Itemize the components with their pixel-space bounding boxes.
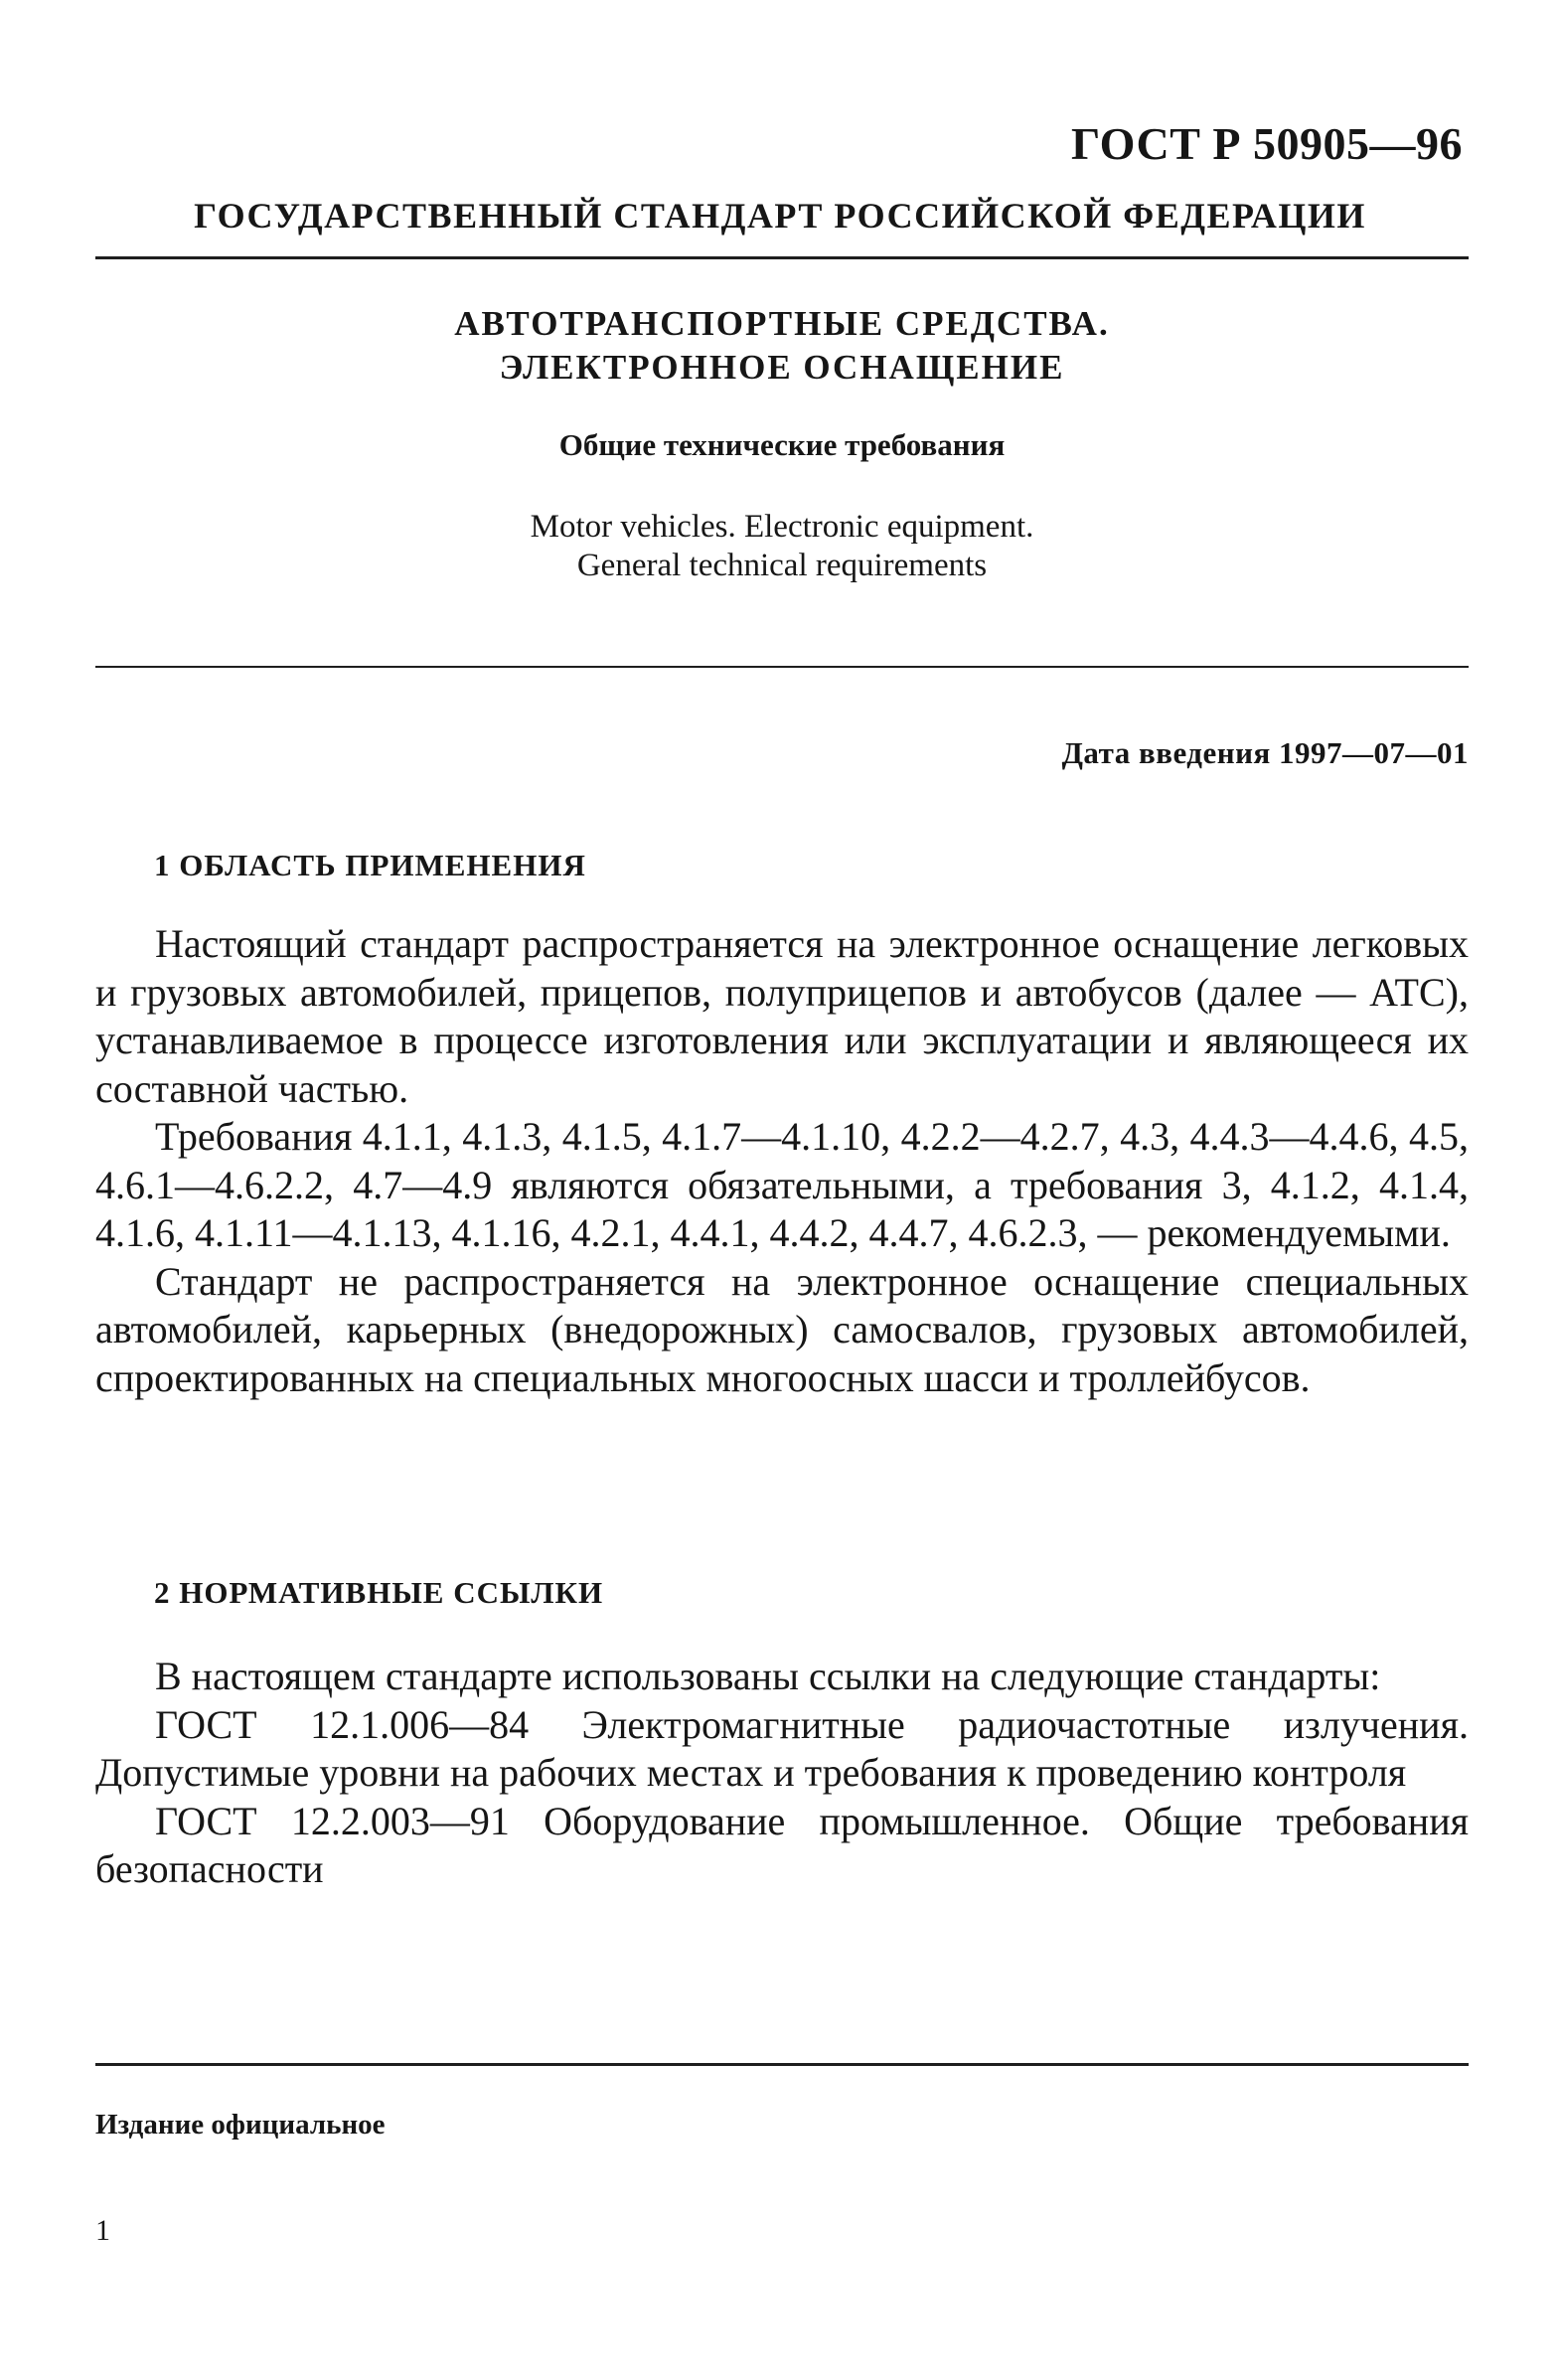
english-title-line-1: Motor vehicles. Electronic equipment.: [530, 509, 1034, 545]
official-edition-label: Издание официальное: [95, 2109, 386, 2141]
section-2-reference-2: ГОСТ 12.2.003—91 Оборудование промышленное. Общие требования безопасности: [95, 1798, 1469, 1891]
title-divider: [95, 666, 1469, 668]
document-title-line-2: ЭЛЕКТРОННОЕ ОСНАЩЕНИЕ: [499, 348, 1065, 387]
document-code: ГОСТ Р 50905—96: [1071, 118, 1463, 169]
section-2-heading: 2 НОРМАТИВНЫЕ ССЫЛКИ: [154, 1575, 604, 1610]
section-2-paragraph-1: В настоящем стандарте использованы ссылки на следующие стандарты:: [155, 1654, 1381, 1698]
section-1-paragraph-3: Стандарт не распространяется на электронное оснащение специальных автомобилей, карьерных (внедорожных) самосвалов, грузовых автомобилей, спроектированных на специальных многоосных шасси и троллейбусов.: [95, 1258, 1469, 1400]
section-1-paragraph-1: Настоящий стандарт распространяется на электронное оснащение легковых и грузовых автомобилей, прицепов, полуприцепов и автобусов (далее — АТС), устанавливаемое в процессе изготовления или эксплуатации и являющееся их составной частью.: [95, 921, 1469, 1111]
section-2-body: [95, 1653, 1469, 1894]
section-1-body: [95, 920, 1469, 1402]
introduction-date: Дата введения 1997—07—01: [1061, 735, 1469, 770]
section-2-reference-1: ГОСТ 12.1.006—84 Электромагнитные радиочастотные излучения. Допустимые уровни на рабочих местах и требования к проведению контроля: [95, 1701, 1469, 1795]
english-title-line-2: General technical requirements: [576, 548, 988, 583]
footer-divider: [95, 2063, 1469, 2066]
document-title-line-1: АВТОТРАНСПОРТНЫЕ СРЕДСТВА.: [454, 304, 1110, 343]
header-divider: [95, 256, 1469, 259]
section-1-paragraph-2: Требования 4.1.1, 4.1.3, 4.1.5, 4.1.7—4.1.10, 4.2.2—4.2.7, 4.3, 4.4.3—4.4.6, 4.5, 4.6.1—4.6.2.2, 4.7—4.9 являются обязательными, а требования 3, 4.1.2, 4.1.4, 4.1.6, 4.1.11—4.1.13, 4.1.16, 4.2.1, 4.4.1, 4.4.2, 4.4.7, 4.6.2.3, — рекомендуемыми.: [95, 1114, 1469, 1255]
state-standard-heading: ГОСУДАРСТВЕННЫЙ СТАНДАРТ РОССИЙСКОЙ ФЕДЕРАЦИИ: [194, 196, 1366, 236]
page-number: 1: [95, 2214, 110, 2247]
section-1-heading: 1 ОБЛАСТЬ ПРИМЕНЕНИЯ: [154, 848, 586, 882]
document-subtitle: Общие технические требования: [558, 427, 1006, 462]
